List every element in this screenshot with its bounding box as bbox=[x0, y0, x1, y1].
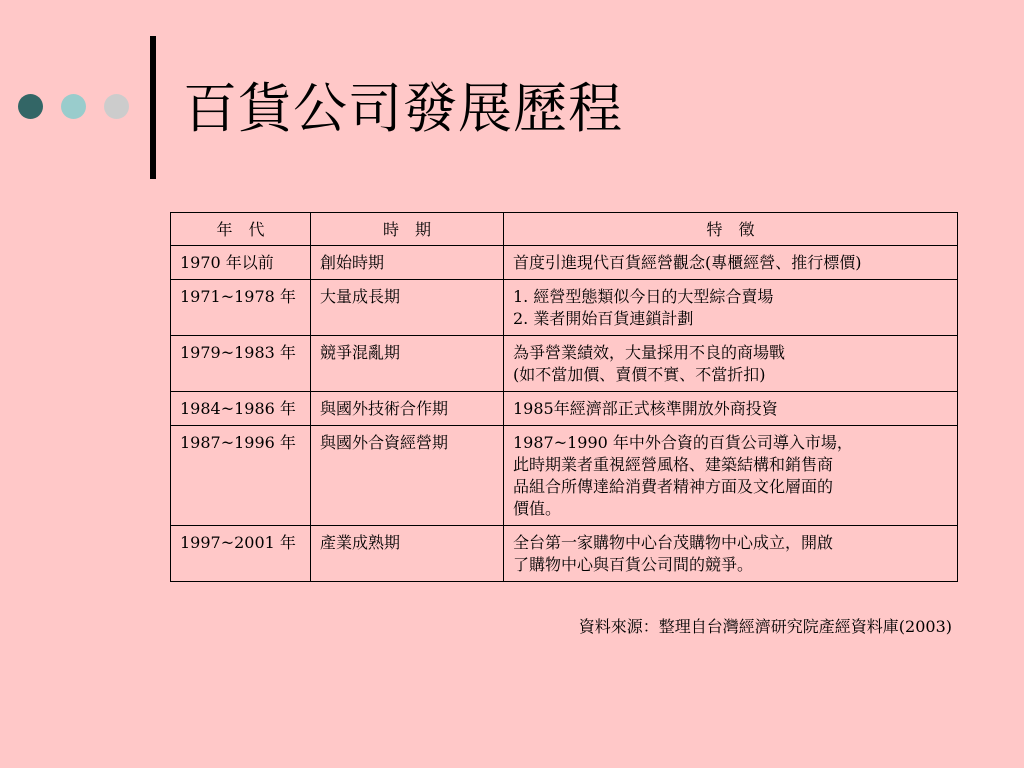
source-note: 資料來源：整理自台灣經濟研究院產經資料庫(2003) bbox=[578, 617, 952, 636]
history-table bbox=[170, 212, 958, 582]
table-row bbox=[171, 336, 958, 392]
feature-line: 品組合所傳達給消費者精神方面及文化層面的 bbox=[513, 477, 834, 496]
decorative-dot-gray bbox=[104, 94, 129, 119]
feature-line: 全台第一家購物中心台茂購物中心成立，開啟 bbox=[513, 533, 834, 552]
features-cell bbox=[504, 526, 958, 582]
feature-line: 2. 業者開始百貨連鎖計劃 bbox=[513, 309, 694, 328]
feature-line: 此時期業者重視經營風格、建築結構和銷售商 bbox=[513, 455, 834, 474]
feature-line: 1. 經營型態類似今日的大型綜合賣場 bbox=[513, 287, 774, 306]
era-cell: 1979~1983 年 bbox=[171, 336, 311, 392]
period-cell: 創始時期 bbox=[311, 246, 504, 280]
era-cell: 1970 年以前 bbox=[171, 246, 311, 280]
feature-line: 1987~1990 年中外合資的百貨公司導入市場， bbox=[513, 433, 853, 452]
features-cell bbox=[504, 280, 958, 336]
features-cell bbox=[504, 426, 958, 526]
feature-line: 首度引進現代百貨經營觀念(專櫃經營、推行標價) bbox=[513, 253, 862, 272]
feature-line: 為爭營業績效，大量採用不良的商場戰 bbox=[513, 343, 786, 362]
feature-line: 1985年經濟部正式核準開放外商投資 bbox=[513, 399, 778, 418]
features-cell bbox=[504, 246, 958, 280]
table-row bbox=[171, 246, 958, 280]
period-cell: 與國外合資經營期 bbox=[311, 426, 504, 526]
era-cell: 1971~1978 年 bbox=[171, 280, 311, 336]
table-row bbox=[171, 392, 958, 426]
feature-line: (如不當加價、賣價不實、不當折扣) bbox=[513, 365, 766, 384]
header-era: 年 代 bbox=[171, 213, 311, 246]
feature-line: 價值。 bbox=[513, 499, 562, 518]
features-cell bbox=[504, 336, 958, 392]
period-cell: 產業成熟期 bbox=[311, 526, 504, 582]
title-divider-bar bbox=[150, 36, 156, 179]
era-cell: 1984~1986 年 bbox=[171, 392, 311, 426]
era-cell: 1987~1996 年 bbox=[171, 426, 311, 526]
header-period: 時 期 bbox=[311, 213, 504, 246]
table-row bbox=[171, 280, 958, 336]
feature-line: 了購物中心與百貨公司間的競爭。 bbox=[513, 555, 754, 574]
table-row bbox=[171, 426, 958, 526]
era-cell: 1997~2001 年 bbox=[171, 526, 311, 582]
table-row bbox=[171, 526, 958, 582]
period-cell: 與國外技術合作期 bbox=[311, 392, 504, 426]
slide-title: 百貨公司發展歷程 bbox=[183, 77, 623, 140]
table-header-row bbox=[171, 213, 958, 246]
period-cell: 競爭混亂期 bbox=[311, 336, 504, 392]
decorative-dot-light-teal bbox=[61, 94, 86, 119]
header-features: 特 徵 bbox=[504, 213, 958, 246]
features-cell bbox=[504, 392, 958, 426]
decorative-dot-dark bbox=[18, 94, 43, 119]
period-cell: 大量成長期 bbox=[311, 280, 504, 336]
